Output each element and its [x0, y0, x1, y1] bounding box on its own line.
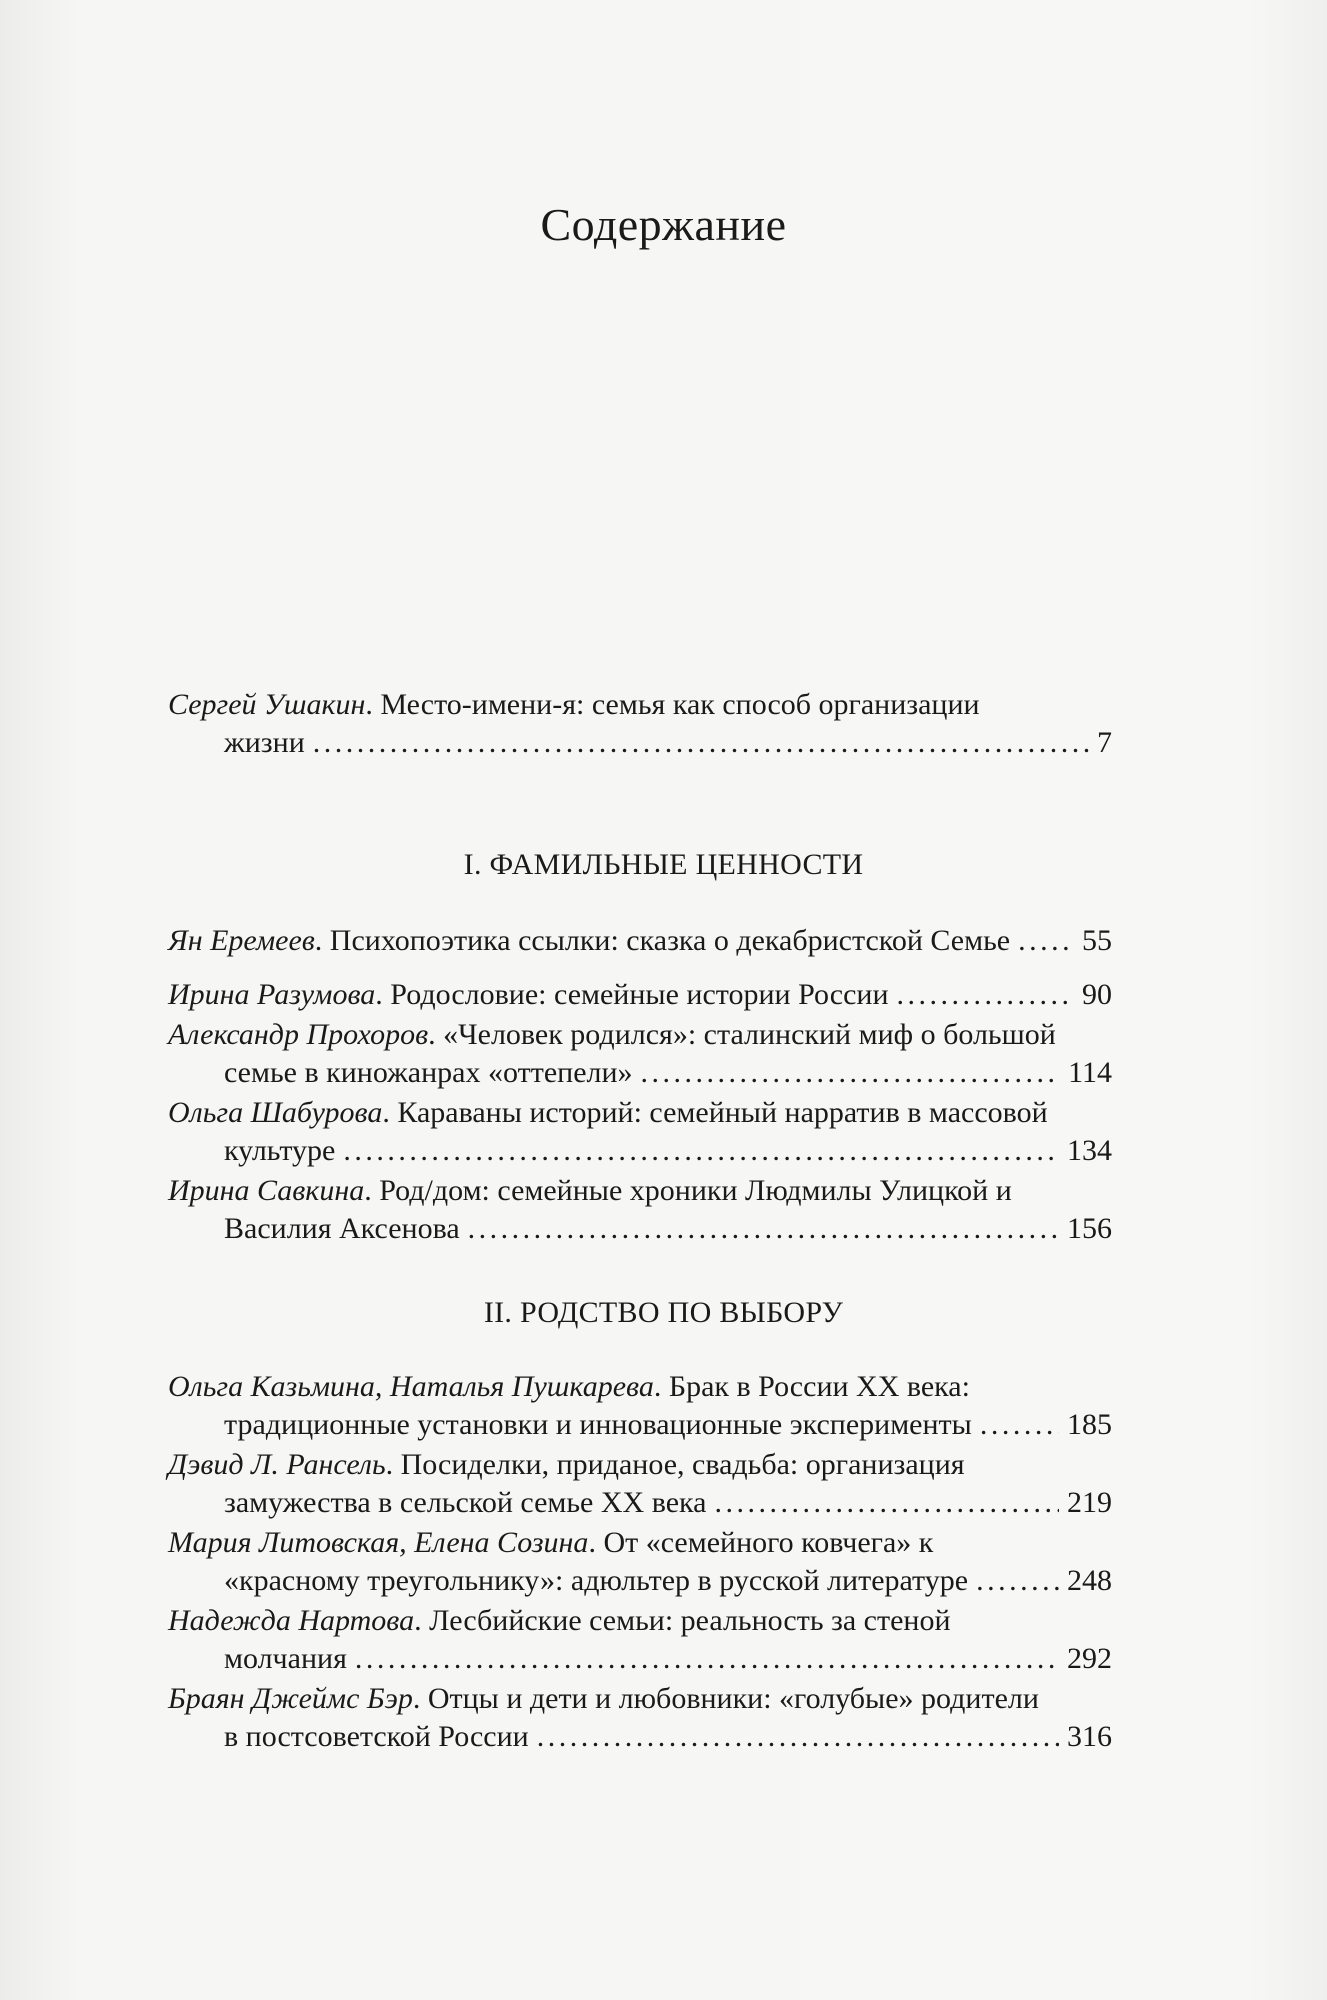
entry-author: Дэвид Л. Рансель — [168, 1448, 386, 1481]
page-number: 156 — [1067, 1212, 1112, 1245]
entry-title: . Посиделки, приданое, свадьба: организация — [385, 1448, 965, 1481]
page-number: 55 — [1082, 924, 1112, 957]
leader-dots — [313, 724, 1089, 762]
leader-dots — [1018, 922, 1074, 960]
page-number: 292 — [1067, 1642, 1112, 1675]
section-title: I. ФАМИЛЬНЫЕ ЦЕННОСТИ — [463, 848, 864, 881]
entry-author: Сергей Ушакин — [168, 688, 366, 721]
entry-author: Ирина Савкина — [168, 1174, 365, 1207]
toc-entry-intro — [168, 686, 1112, 762]
entry-author: Ирина Разумова — [168, 978, 376, 1011]
entry-title-cont: традиционные установки и инновационные эксперименты — [224, 1408, 972, 1441]
leader-dots — [714, 1484, 1059, 1522]
entry-title: . Место-имени-я: семья как способ организации — [365, 688, 980, 721]
page-number: 134 — [1067, 1134, 1112, 1167]
entry-title-cont: «красному треугольнику»: адюльтер в русской литературе — [224, 1564, 969, 1597]
toc-entry — [168, 1602, 1112, 1678]
leader-dots — [468, 1210, 1059, 1248]
entry-title-cont: культуре — [224, 1134, 336, 1167]
entry-author: Надежда Нартова — [168, 1604, 415, 1637]
page-title: Содержание — [540, 199, 787, 250]
toc-entry — [168, 976, 1112, 1014]
entry-title: . Родословие: семейные истории России — [375, 978, 889, 1011]
entry-title-cont: замужества в сельской семье XX века — [224, 1486, 707, 1519]
toc-entry — [168, 1094, 1112, 1170]
entry-title-cont: в постсоветской России — [224, 1720, 529, 1753]
entry-author: Ольга Шабурова — [168, 1096, 383, 1129]
entry-author: Александр Прохоров — [168, 1018, 429, 1051]
leader-dots — [897, 976, 1074, 1014]
entry-title-cont: молчания — [224, 1642, 347, 1675]
entry-author: Браян Джеймс Бэр — [168, 1682, 413, 1715]
page-number: 90 — [1082, 978, 1112, 1011]
entry-title: . «Человек родился»: сталинский миф о большой — [428, 1018, 1056, 1051]
entry-author: Мария Литовская, Елена Созина — [168, 1526, 589, 1559]
entry-title-cont: жизни — [224, 726, 305, 759]
page-number: 7 — [1097, 726, 1112, 759]
toc-entry — [168, 1680, 1112, 1756]
leader-dots — [976, 1562, 1059, 1600]
toc-entry — [168, 922, 1112, 960]
entry-title: . Психопоэтика ссылки: сказка о декабристской Семье — [314, 924, 1011, 957]
toc-entry — [168, 1446, 1112, 1522]
toc-entry — [168, 1368, 1112, 1444]
entry-title-cont: семье в киножанрах «оттепели» — [224, 1056, 633, 1089]
page-number: 248 — [1067, 1564, 1112, 1597]
toc-entry — [168, 1524, 1112, 1600]
entry-title: . Отцы и дети и любовники: «голубые» родители — [412, 1682, 1039, 1715]
leader-dots — [343, 1132, 1059, 1170]
page-number: 316 — [1067, 1720, 1112, 1753]
entry-title: . Род/дом: семейные хроники Людмилы Улицкой и — [364, 1174, 1012, 1207]
entry-title: . От «семейного ковчега» к — [588, 1526, 934, 1559]
leader-dots — [641, 1054, 1061, 1092]
entry-title: . Брак в России XX века: — [653, 1370, 970, 1403]
entry-author: Ольга Казьмина, Наталья Пушкарева — [168, 1370, 654, 1403]
toc-entry — [168, 1016, 1112, 1092]
toc-entry — [168, 1172, 1112, 1248]
section-title: II. РОДСТВО ПО ВЫБОРУ — [483, 1296, 844, 1329]
page-number: 114 — [1068, 1056, 1112, 1089]
leader-dots — [537, 1718, 1059, 1756]
entry-author: Ян Еремеев — [168, 924, 315, 957]
leader-dots — [355, 1640, 1059, 1678]
page-number: 185 — [1067, 1408, 1112, 1441]
entry-title-cont: Василия Аксенова — [224, 1212, 460, 1245]
page-number: 219 — [1067, 1486, 1112, 1519]
entry-title: . Караваны историй: семейный нарратив в массовой — [382, 1096, 1048, 1129]
leader-dots — [980, 1406, 1059, 1444]
entry-title: . Лесбийские семьи: реальность за стеной — [414, 1604, 951, 1637]
